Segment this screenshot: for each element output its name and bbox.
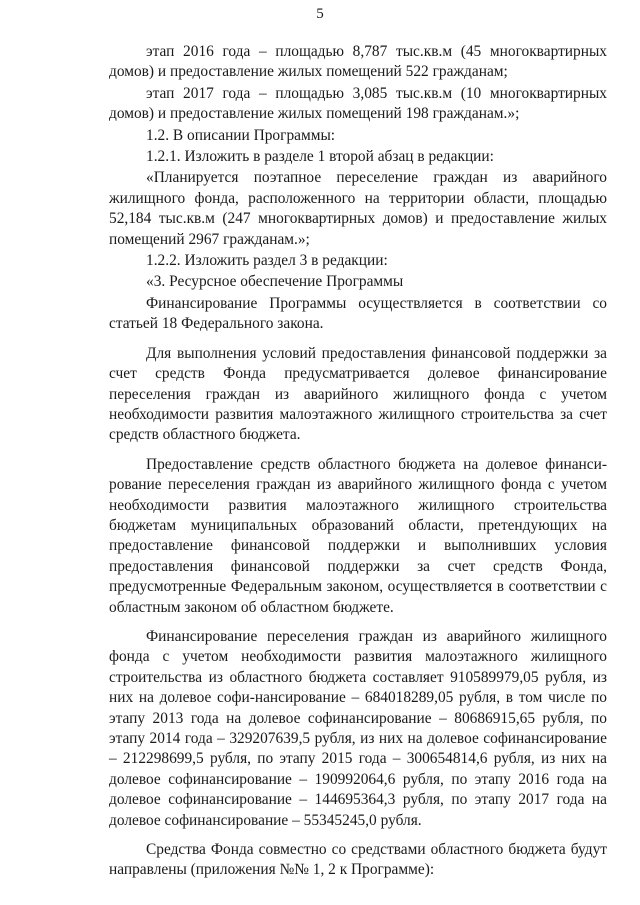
paragraph-item-1-2-2: 1.2.2. Изложить раздел 3 в редакции: — [146, 252, 388, 270]
page-number: 5 — [316, 6, 324, 22]
paragraph-regional-budget: Предоставление средств областного бюджета на долевое финанси-рование переселения граждан из аварийного жилищного фонда с учетом необходимости развития малоэтажного жилищного строительства бюджетам муниципальных образований области, претендующих на предоставление финансовой поддержки и выполнивших условия предоставления финансовой поддержки за счет средств Фонда, предусмотренные Федеральным законом, осуществляется в соответствии с областным законом об областном бюджете. — [109, 455, 607, 616]
document-body — [109, 42, 607, 881]
paragraph-financing-article-18: Финансирование Программы осуществляется в соответствии со статьей 18 Федерального закона. — [109, 294, 607, 333]
paragraph-stage-2016: этап 2016 года – площадью 8,787 тыс.кв.м (45 многоквартирных домов) и предоставление жилых помещений 522 гражданам; — [109, 43, 607, 81]
paragraph-fund-conditions: Для выполнения условий предоставления финансовой поддержки за счет средств Фонда предусматривается долевое финансирование переселения граждан из аварийного жилищного фонда с учетом необходимости развития малоэтажного жилищного строительства за счет средств областного бюджета. — [109, 344, 607, 444]
paragraph-stage-2017: этап 2017 года – площадью 3,085 тыс.кв.м (10 многоквартирных домов) и предоставление жилых помещений 198 гражданам.»; — [109, 84, 607, 123]
paragraph-item-1-2: 1.2. В описании Программы: — [146, 126, 336, 144]
section-heading-resources: «3. Ресурсное обеспечение Программы — [146, 273, 404, 291]
paragraph-fund-directions: Средства Фонда совместно со средствами областного бюджета будут направлены (приложения №№ 1, 2 к Программе): — [109, 841, 607, 879]
paragraph-financing-amounts: Финансирование переселения граждан из аварийного жилищного фонда с учетом необходимости развития малоэтажного жилищного строительства из областного бюджета составляет 910589979,05 рубля, из них на долевое софи-нансирование – 684018289,05 рубля, в том числе по этапу 2013 года на долевое софинансирование – 80686915,65 рубля, по этапу 2014 года – 329207639,5 рубля, из них на долевое софинансирование – 212298699,5 рубля, по этапу 2015 года – 300654814,6 рубля, из них на долевое софинансирование – 190992064,6 рубля, по этапу 2016 года на долевое софинансирование – 144695364,3 рубля, по этапу 2017 года на долевое софинансирование – 55345245,0 рубля. — [109, 627, 607, 829]
paragraph-quote-resettlement: «Планируется поэтапное переселение граждан из аварийного жилищного фонда, расположенного на территории области, площадью 52,184 тыс.кв.м (247 многоквартирных домов) и предоставление жилых помещений 2967 гражданам.»; — [109, 169, 607, 248]
paragraph-item-1-2-1: 1.2.1. Изложить в разделе 1 второй абзац в редакции: — [146, 148, 494, 166]
